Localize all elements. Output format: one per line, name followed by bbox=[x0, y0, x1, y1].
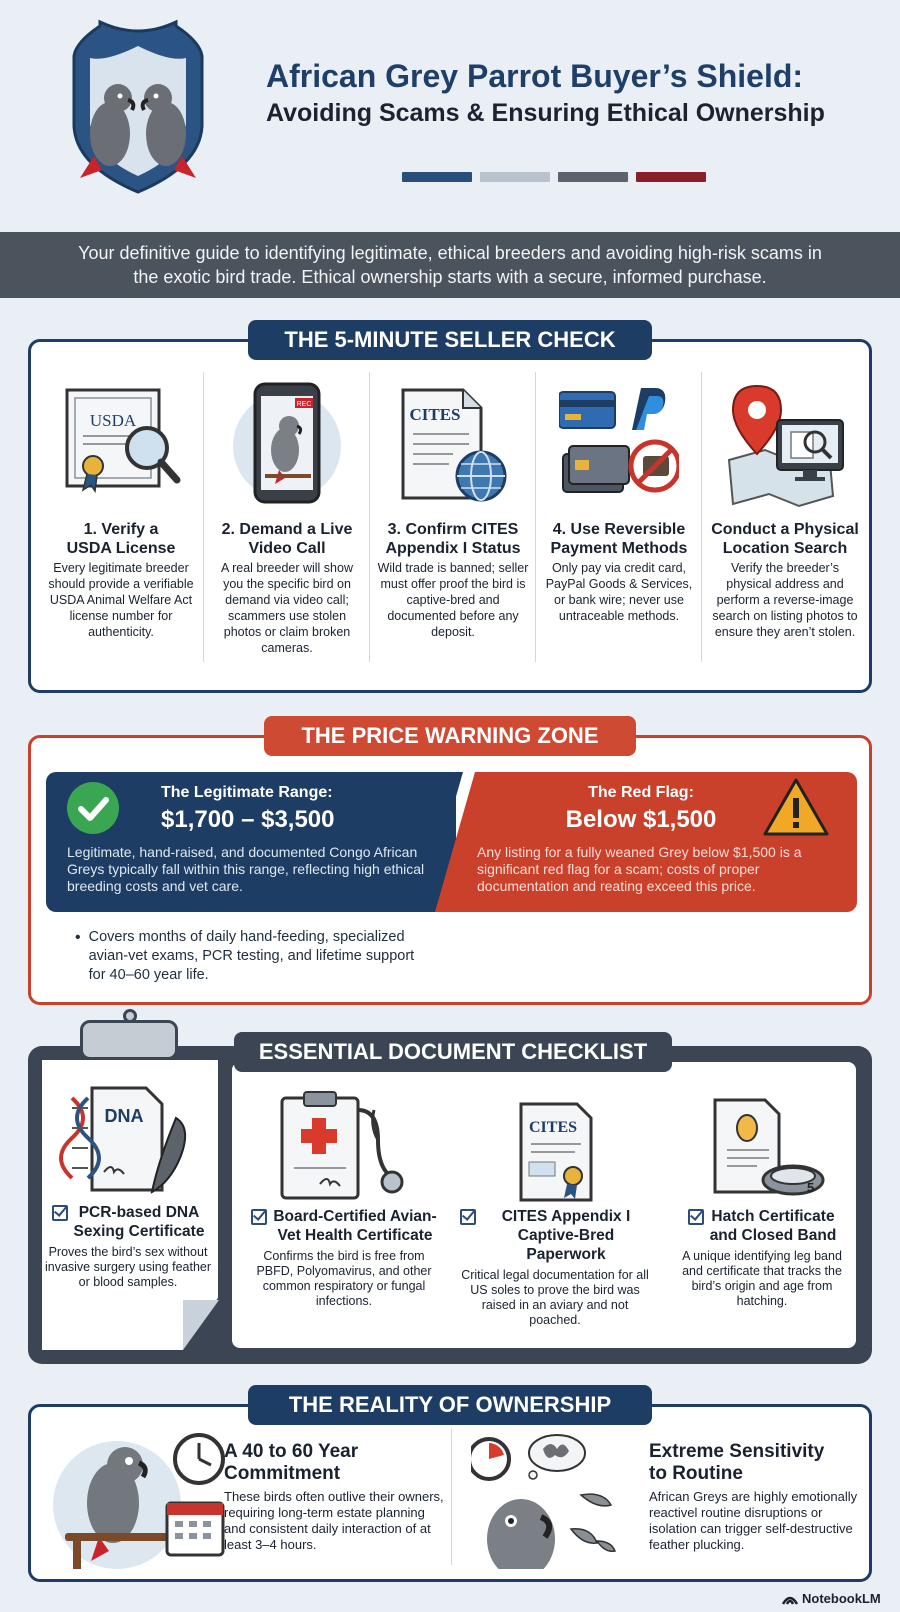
document-body: Confirms the bird is free from PBFD, Polyomavirus, and other common respiratory or fungal infections. bbox=[256, 1249, 432, 1308]
footer-brand bbox=[782, 1591, 881, 1606]
commitment-title-line: Commitment bbox=[224, 1463, 341, 1484]
cites-document-globe-icon bbox=[393, 380, 513, 510]
price-bullet bbox=[75, 928, 435, 985]
seller-check-heading: THE 5-MINUTE SELLER CHECK bbox=[248, 320, 652, 360]
step-title: 2. Demand a Live bbox=[221, 521, 353, 538]
bullet-dot: • bbox=[75, 929, 81, 946]
step-title: 1. Verify a bbox=[83, 521, 159, 538]
documents-heading: ESSENTIAL DOCUMENT CHECKLIST bbox=[234, 1032, 672, 1072]
document-item bbox=[244, 1090, 444, 1309]
intro-line: the exotic bird trade. Ethical ownership starts with a secure, informed purchase. bbox=[133, 267, 767, 287]
location-pin-monitor-icon bbox=[725, 380, 845, 510]
step-title: Appendix I Status bbox=[385, 540, 521, 557]
document-title: Vet Health Certificate bbox=[277, 1227, 433, 1244]
parrot-clock-calendar-icon bbox=[47, 1429, 231, 1574]
checkbox-icon bbox=[251, 1209, 267, 1225]
accent-bar bbox=[558, 172, 628, 182]
step-title: 4. Use Reversible bbox=[552, 521, 686, 538]
accent-bar bbox=[480, 172, 550, 182]
seller-step bbox=[371, 370, 535, 666]
egg-certificate-band-icon bbox=[697, 1096, 827, 1202]
sensitivity-title-line: Extreme Sensitivity bbox=[649, 1441, 825, 1462]
checkmark-icon bbox=[67, 782, 119, 834]
document-body: Critical legal documentation for all US soles to prove the bird was raised in an aviary and not poached. bbox=[461, 1268, 649, 1327]
step-body: Wild trade is banned; seller must offer proof the bird is captive-bred and documented before any deposit. bbox=[377, 561, 529, 639]
step-body: A real breeder will show you the specific bird on demand via video call; scammers use stolen photos or claim broken cameras. bbox=[220, 561, 353, 655]
clipboard-clip bbox=[80, 1020, 178, 1060]
document-title: Sexing Certificate bbox=[73, 1223, 205, 1240]
seller-step bbox=[205, 370, 369, 666]
step-title: 3. Confirm CITES bbox=[387, 521, 519, 538]
intro-banner bbox=[0, 232, 900, 298]
legit-value: $1,700 – $3,500 bbox=[161, 806, 335, 833]
legit-label: The Legitimate Range: bbox=[161, 784, 333, 801]
accent-bar bbox=[402, 172, 472, 182]
sensitivity-title-line: to Routine bbox=[649, 1463, 743, 1484]
document-title: CITES Appendix I bbox=[501, 1208, 631, 1225]
document-title: and Closed Band bbox=[709, 1227, 837, 1244]
usda-certificate-magnifier-icon bbox=[61, 380, 181, 510]
step-title: USDA License bbox=[66, 540, 176, 557]
seller-step bbox=[537, 370, 701, 666]
seller-check-panel bbox=[28, 339, 872, 693]
red-flag-body: Any listing for a fully weaned Grey below $1,500 is a significant red flag for a scam; costs of proper documentation and reating exceed this price. bbox=[477, 844, 802, 894]
commitment-title bbox=[224, 1441, 358, 1485]
document-title: Board-Certified Avian- bbox=[273, 1208, 437, 1225]
band-number: 5 bbox=[807, 1180, 815, 1195]
page-subtitle: Avoiding Scams & Ensuring Ethical Ownership bbox=[266, 99, 825, 127]
commitment-body: These birds often outlive their owners, requiring long-term estate planning and consistent daily interaction of at least 3–4 hours. bbox=[224, 1489, 444, 1552]
step-body: Every legitimate breeder should provide a verifiable USDA Animal Welfare Act license number for authenticity. bbox=[48, 561, 194, 639]
dna-feather-icon bbox=[58, 1078, 198, 1198]
footer-brand-label: NotebookLM bbox=[802, 1591, 881, 1606]
cites-text: CITES bbox=[409, 405, 461, 424]
step-title: Payment Methods bbox=[550, 540, 688, 557]
dna-text: DNA bbox=[104, 1106, 144, 1126]
ownership-panel bbox=[28, 1404, 872, 1582]
parrot-stress-icon bbox=[471, 1429, 631, 1574]
sensitivity-body: African Greys are highly emotionally reactivel routine disruptions or isolation can trigger self-destructive feather plucking. bbox=[649, 1489, 858, 1552]
step-body: Verify the breeder’s physical address and perform a reverse-image search on listing photos to ensure they aren’t stolen. bbox=[712, 561, 858, 639]
page-title: African Grey Parrot Buyer’s Shield: bbox=[266, 58, 804, 94]
red-flag-value: Below $1,500 bbox=[565, 806, 717, 833]
document-title: Captive-Bred Paperwork bbox=[517, 1227, 615, 1263]
rec-label: REC bbox=[296, 401, 312, 408]
sensitivity-title bbox=[649, 1441, 824, 1485]
phone-video-call-icon bbox=[227, 380, 347, 510]
payment-cards-icon bbox=[559, 380, 679, 510]
document-title: PCR-based DNA bbox=[78, 1204, 200, 1221]
step-body: Only pay via credit card, PayPal Goods & Services, or bank wire; never use untraceable methods. bbox=[545, 561, 693, 623]
bullet-text: Covers months of daily hand-feeding, specialized avian-vet exams, PCR testing, and lifetime support for 40–60 year life. bbox=[88, 929, 415, 983]
accent-bar bbox=[636, 172, 706, 182]
document-body: A unique identifying leg band and certificate that tracks the bird’s origin and age from hatching. bbox=[682, 1249, 842, 1308]
step-title: Conduct a Physical bbox=[711, 521, 859, 538]
page-curl bbox=[183, 1300, 219, 1350]
cites-certificate-icon bbox=[495, 1100, 615, 1202]
red-flag-label: The Red Flag: bbox=[588, 784, 694, 801]
step-title: Video Call bbox=[248, 540, 326, 557]
clipboard-stethoscope-icon bbox=[274, 1090, 414, 1202]
accent-bars bbox=[402, 172, 706, 182]
seller-step bbox=[39, 370, 203, 666]
checkbox-icon bbox=[688, 1209, 704, 1225]
warning-icon bbox=[761, 776, 831, 843]
intro-line: Your definitive guide to identifying legitimate, ethical breeders and avoiding high-risk scams in bbox=[78, 243, 822, 263]
seller-step bbox=[703, 370, 867, 666]
price-zone-panel bbox=[28, 735, 872, 1005]
document-item bbox=[460, 1100, 650, 1328]
step-title: Location Search bbox=[722, 540, 848, 557]
commitment-title-line: A 40 to 60 Year bbox=[224, 1441, 359, 1462]
document-item bbox=[672, 1096, 852, 1309]
document-body: Proves the bird’s sex without invasive surgery using feather or blood samples. bbox=[44, 1245, 212, 1289]
document-item bbox=[44, 1078, 212, 1290]
ownership-heading: THE REALITY OF OWNERSHIP bbox=[248, 1385, 652, 1425]
document-title: Hatch Certificate bbox=[711, 1208, 835, 1225]
price-zone-heading: THE PRICE WARNING ZONE bbox=[264, 716, 636, 756]
cites-text: CITES bbox=[528, 1119, 578, 1136]
legit-body: Legitimate, hand-raised, and documented Congo African Greys typically fall within this range, reflecting high ethical breeding costs and vet care. bbox=[67, 844, 425, 894]
parrot-shield-logo bbox=[40, 16, 236, 196]
usda-text: USDA bbox=[89, 411, 137, 430]
checkbox-icon bbox=[460, 1209, 476, 1225]
checkbox-icon bbox=[52, 1205, 68, 1221]
notebooklm-logo-icon bbox=[782, 1593, 798, 1605]
